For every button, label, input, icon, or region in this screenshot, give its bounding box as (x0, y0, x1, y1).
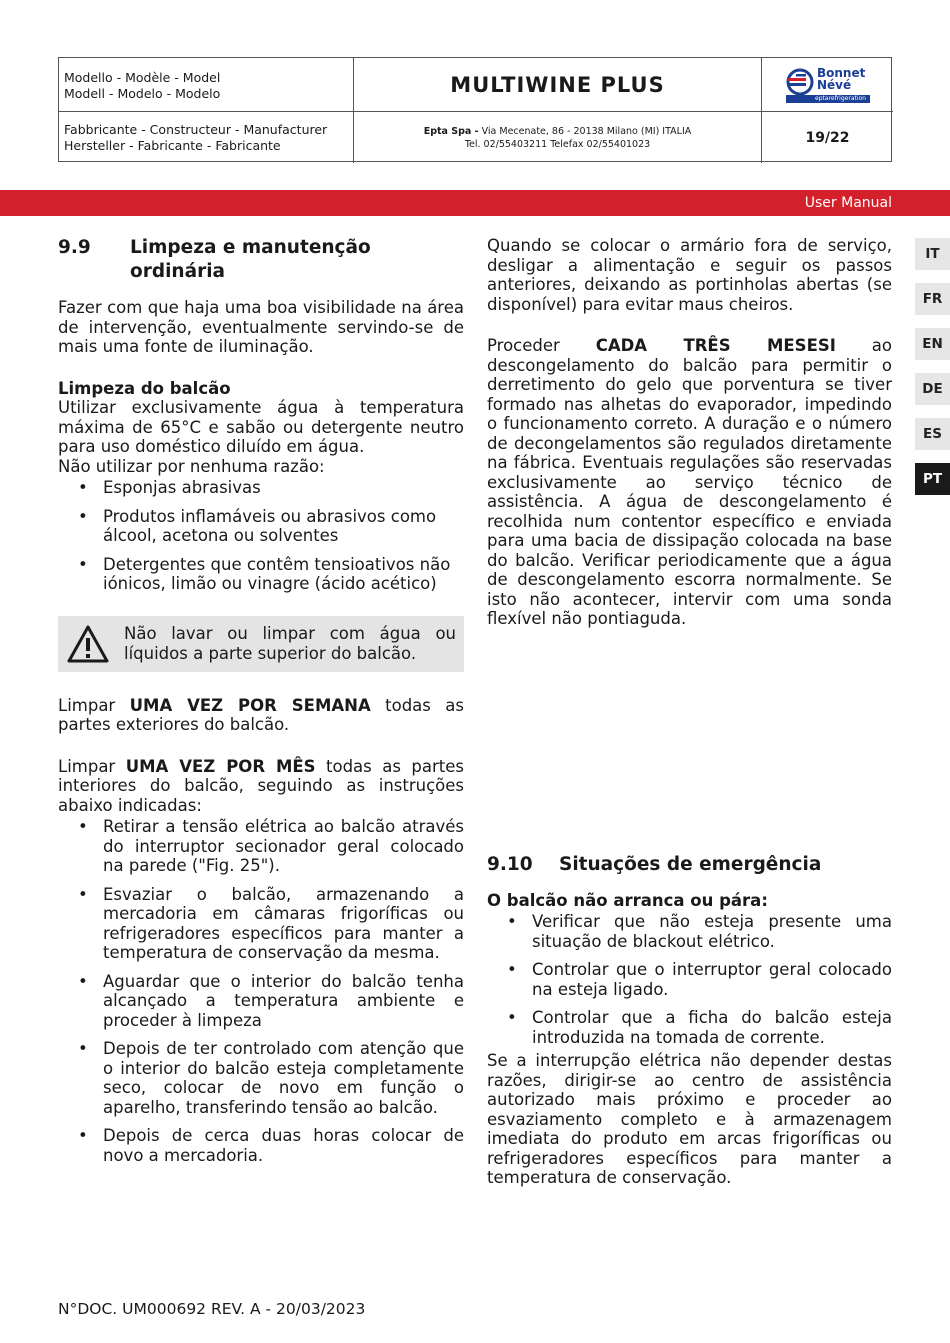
bonnet-neve-logo (784, 66, 874, 104)
list-item: • Produtos inflamáveis ou abrasivos como álcool, acetona ou solventes (58, 507, 464, 546)
manufacturer-info (354, 112, 762, 163)
model-label (59, 58, 354, 112)
lang-tab-it[interactable]: IT (915, 238, 950, 270)
lang-tab-pt[interactable]: PT (915, 463, 950, 495)
defrost-paragraph (487, 336, 892, 629)
cleaning-paragraph: Utilizar exclusivamente água à temperatura máxima de 65°C e sabão ou detergente neutro para uso doméstico diluído em água. (58, 398, 464, 456)
cleaning-heading: Limpeza do balcão (58, 378, 231, 398)
weekly-paragraph (58, 696, 464, 735)
lang-tab-de[interactable]: DE (915, 373, 950, 405)
no-start-heading: O balcão não arranca ou pára: (487, 890, 768, 910)
defrost-emphasis: CADA TRÊS MESESI (595, 336, 836, 355)
right-column (487, 236, 892, 1188)
manufacturer-label-line-2: Hersteller - Fabricante - Fabricante (64, 138, 281, 153)
list-item: • Verificar que não esteja presente uma situação de blackout elétrico. (487, 912, 892, 951)
list-item: • Depois de ter controlado com atenção que o interior do balcão esteja completamente seco, colocar de novo em função o aparelho, transferindo tensão ao balcão. (58, 1039, 464, 1117)
company-contacts: Tel. 02/55403211 Telefax 02/55401023 (464, 139, 651, 150)
section-number: 9.10 (487, 853, 533, 875)
warning-text: Não lavar ou limpar com água ou líquidos a parte superior do balcão. (124, 624, 456, 663)
out-of-service-paragraph: Quando se colocar o armário fora de serviço, desligar a alimentação e seguir os passos anteriores, deixando as portinholas abertas (se disponível) para evitar maus cheiros. (487, 236, 892, 314)
company-address: Via Mecenate, 86 - 20138 Milano (MI) ITALIA (478, 126, 692, 137)
no-start-list (487, 912, 892, 1047)
globe-logo-icon (786, 68, 814, 96)
manufacturer-label-line-1: Fabbricante - Constructeur - Manufacturer (64, 122, 328, 137)
monthly-post: todas as partes interiores do balcão, seguindo as instruções abaixo indicadas: (58, 756, 464, 815)
company-name: Epta Spa - (423, 126, 479, 137)
never-use-label: Não utilizar por nenhuma razão: (58, 456, 325, 476)
never-use-list (58, 478, 464, 594)
section-title: Limpeza e manutenção ordinária (130, 237, 371, 282)
list-item: • Controlar que a ficha do balcão esteja introduzida na tomada de corrente. (487, 1008, 892, 1047)
list-item: • Esvaziar o balcão, armazenando a mercadoria em câmaras frigoríficas ou refrigeradores específicos para manter a temperatura de conservação da mesma. (58, 885, 464, 963)
outage-paragraph: Se a interrupção elétrica não depender destas razões, dirigir-se ao centro de assistência autorizado mais próximo e proceder ao esvaziamento completo e à armazenagem imediata do produto em arcas frigoríficas ou refrigeradores específicos para manter a temperatura de conservação. (487, 1051, 892, 1187)
list-item: • Depois de cerca duas horas colocar de novo a mercadoria. (58, 1126, 464, 1165)
section-band (0, 190, 950, 216)
monthly-list (58, 817, 464, 1165)
weekly-emphasis: UMA VEZ POR SEMANA (129, 695, 371, 715)
manufacturer-label (59, 112, 354, 163)
defrost-pre: Proceder (487, 336, 596, 355)
page-number: 19/22 (805, 129, 850, 146)
model-label-line-1: Modello - Modèle - Model (64, 70, 221, 85)
list-item: • Retirar a tensão elétrica ao balcão através do interruptor secionador geral colocado na parede ("Fig. 25"). (58, 817, 464, 876)
logo-brand-line-2: Névé (817, 78, 852, 92)
defrost-post: ao descongelamento do balcão para permitir o derretimento do gelo que porventura se tiver formado nas alhetas do evaporador, impedindo o funcionamento correto. A duração e o número de decongelamentos são regulados diretamente na fábrica. Eventuais regulações são reservadas exclusivamente ao serviço técnico de assistência. A água de descongelamento é recolhida num contentor específico e enviada para uma bacia de dissipação colocada na base do balcão. Verificar periodicamente que a água de descongelamento escorra normalmente. Se isto não acontecer, intervir com uma sonda flexível não pontiaguda. (487, 336, 892, 628)
lang-tab-fr[interactable]: FR (915, 283, 950, 315)
warning-box (58, 616, 464, 672)
logo-brand-line-1: Bonnet (817, 66, 866, 80)
weekly-post: todas as partes exteriores do balcão. (58, 695, 464, 734)
section-title: Situações de emergência (559, 853, 822, 875)
document-header (58, 57, 892, 162)
monthly-emphasis: UMA VEZ POR MÊS (125, 756, 316, 776)
warning-icon (66, 624, 110, 664)
logo-sub-bar: eptarefrigeration (786, 95, 870, 103)
section-heading-9-9 (58, 236, 464, 284)
language-tabs (915, 238, 950, 508)
monthly-paragraph (58, 757, 464, 816)
lang-tab-en[interactable]: EN (915, 328, 950, 360)
section-heading-9-10 (487, 853, 892, 877)
lang-tab-es[interactable]: ES (915, 418, 950, 450)
weekly-pre: Limpar (58, 695, 130, 715)
intro-paragraph: Fazer com que haja uma boa visibilidade na área de intervenção, eventualmente servindo-se de mais uma fonte de iluminação. (58, 298, 464, 356)
list-item: • Controlar que o interruptor geral colocado na esteja ligado. (487, 960, 892, 999)
left-column (58, 236, 464, 1165)
model-label-line-2: Modell - Modelo - Modelo (64, 86, 221, 101)
band-label: User Manual (804, 195, 892, 211)
document-reference: N°DOC. UM000692 REV. A - 20/03/2023 (58, 1300, 366, 1318)
section-number: 9.9 (58, 237, 91, 258)
model-name: MULTIWINE PLUS (354, 58, 762, 112)
monthly-pre: Limpar (58, 756, 126, 776)
manufacturer-address-line (354, 125, 761, 138)
list-item: • Detergentes que contêm tensioativos não iónicos, limão ou vinagre (ácido acético) (58, 555, 464, 594)
logo-cell (762, 58, 893, 112)
list-item: • Aguardar que o interior do balcão tenha alcançado a temperatura ambiente e proceder à limpeza (58, 972, 464, 1031)
list-item: • Esponjas abrasivas (58, 478, 464, 498)
